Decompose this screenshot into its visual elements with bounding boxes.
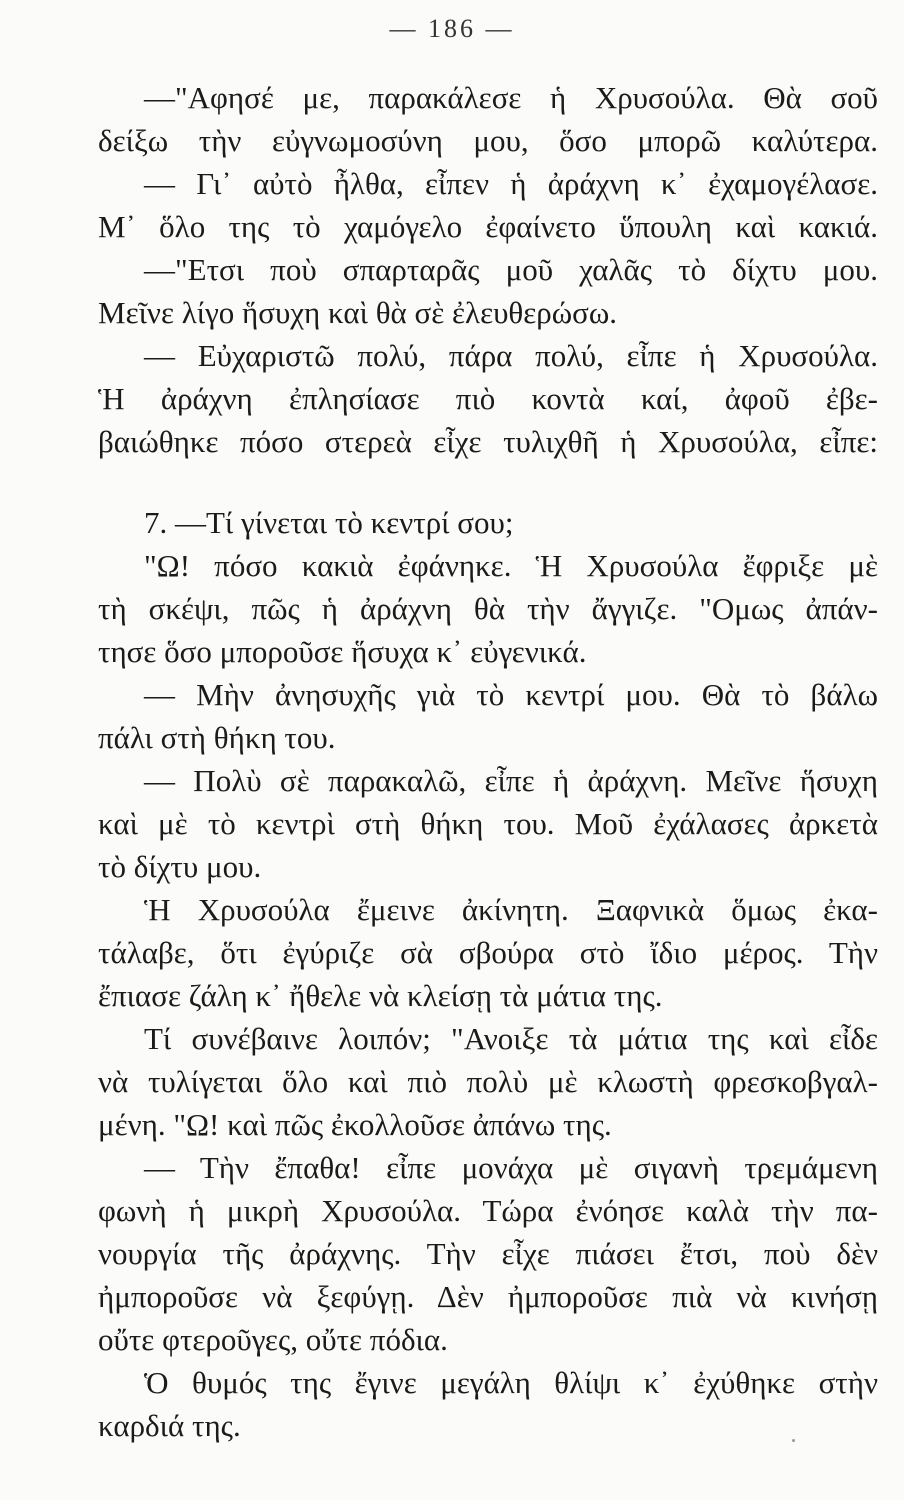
text-line: τὴ σκέψι, πῶς ἡ ἀράχνη θὰ τὴν ἄγγιζε. "Ομως ἀπάν-	[98, 591, 878, 626]
text-line: Μ᾿ ὅλο της τὸ χαμόγελο ἐφαίνετο ὕπουλη καὶ κακιά.	[98, 209, 878, 244]
text-line: — Τὴν ἔπαθα! εἶπε μονάχα μὲ σιγανὴ τρεμάμενη	[144, 1150, 878, 1185]
text-line: δείξω τὴν εὐγνωμοσύνη μου, ὅσο μπορῶ καλύτερα.	[98, 123, 878, 158]
text-line: μένη. "Ω! καὶ πῶς ἐκολλοῦσε ἀπάνω της.	[98, 1107, 612, 1142]
text-line: καρδιά της.	[98, 1408, 241, 1443]
text-line: —"Ετσι ποὺ σπαρταρᾶς μοῦ χαλᾶς τὸ δίχτυ μου.	[144, 252, 878, 287]
text-line: — Εὐχαριστῶ πολύ, πάρα πολύ, εἶπε ἡ Χρυσούλα.	[144, 338, 878, 373]
text-line: βαιώθηκε πόσο στερεὰ εἶχε τυλιχθῆ ἡ Χρυσούλα, εἶπε:	[98, 424, 878, 459]
text-line: ἔπιασε ζάλη κ᾿ ἤθελε νὰ κλείσῃ τὰ μάτια της.	[98, 978, 663, 1013]
text-line: Μεῖνε λίγο ἥσυχη καὶ θὰ σὲ ἐλευθερώσω.	[98, 295, 618, 330]
text-line: — Μὴν ἀνησυχῆς γιὰ τὸ κεντρί μου. Θὰ τὸ βάλω	[144, 677, 878, 712]
text-line: 7. —Τί γίνεται τὸ κεντρί σου;	[144, 505, 514, 540]
text-line: οὔτε φτεροῦγες, οὔτε πόδια.	[98, 1322, 448, 1357]
text-line: τὸ δίχτυ μου.	[98, 849, 262, 884]
text-line: — Πολὺ σὲ παρακαλῶ, εἶπε ἡ ἀράχνη. Μεῖνε ἥσυχη	[144, 763, 878, 798]
text-line: Ὁ θυμός της ἔγινε μεγάλη θλίψι κ᾿ ἐχύθηκε στὴν	[144, 1365, 878, 1400]
text-line: Ἡ ἀράχνη ἐπλησίασε πιὸ κοντὰ καί, ἀφοῦ ἐβε-	[98, 381, 878, 416]
text-line: πάλι στὴ θήκη του.	[98, 720, 336, 755]
text-line: καὶ μὲ τὸ κεντρὶ στὴ θήκη του. Μοῦ ἐχάλασες ἀρκετὰ	[98, 806, 878, 841]
text-line: νουργία τῆς ἀράχνης. Τὴν εἶχε πιάσει ἔτσι, ποὺ δὲν	[98, 1236, 878, 1271]
text-line: —"Αφησέ με, παρακάλεσε ἡ Χρυσούλα. Θὰ σοῦ	[144, 80, 878, 115]
text-line: τάλαβε, ὅτι ἐγύριζε σὰ σβούρα στὸ ἴδιο μέρος. Τὴν	[98, 935, 878, 970]
text-line: Ἡ Χρυσούλα ἔμεινε ἀκίνητη. Ξαφνικὰ ὅμως ἐκα-	[144, 892, 878, 927]
text-line: νὰ τυλίγεται ὅλο καὶ πιὸ πολὺ μὲ κλωστὴ φρεσκοβγαλ-	[98, 1064, 878, 1099]
text-line: Τί συνέβαινε λοιπόν; "Ανοιξε τὰ μάτια της καὶ εἶδε	[144, 1021, 878, 1056]
ink-speck	[792, 1439, 795, 1442]
text-line: — Γι᾿ αὐτὸ ἦλθα, εἶπεν ἡ ἀράχνη κ᾿ ἐχαμογέλασε.	[144, 166, 878, 201]
body-text	[98, 76, 878, 1447]
text-line: φωνὴ ἡ μικρὴ Χρυσούλα. Τώρα ἐνόησε καλὰ τὴν πα-	[98, 1193, 878, 1228]
page-number: — 186 —	[389, 14, 515, 43]
text-line: τησε ὅσο μποροῦσε ἥσυχα κ᾿ εὐγενικά.	[98, 634, 587, 669]
text-line: "Ω! πόσο κακιὰ ἐφάνηκε. Ἡ Χρυσούλα ἔφριξε μὲ	[144, 548, 878, 583]
text-line: ἠμποροῦσε νὰ ξεφύγῃ. Δὲν ἠμποροῦσε πιὰ νὰ κινήσῃ	[98, 1279, 878, 1314]
